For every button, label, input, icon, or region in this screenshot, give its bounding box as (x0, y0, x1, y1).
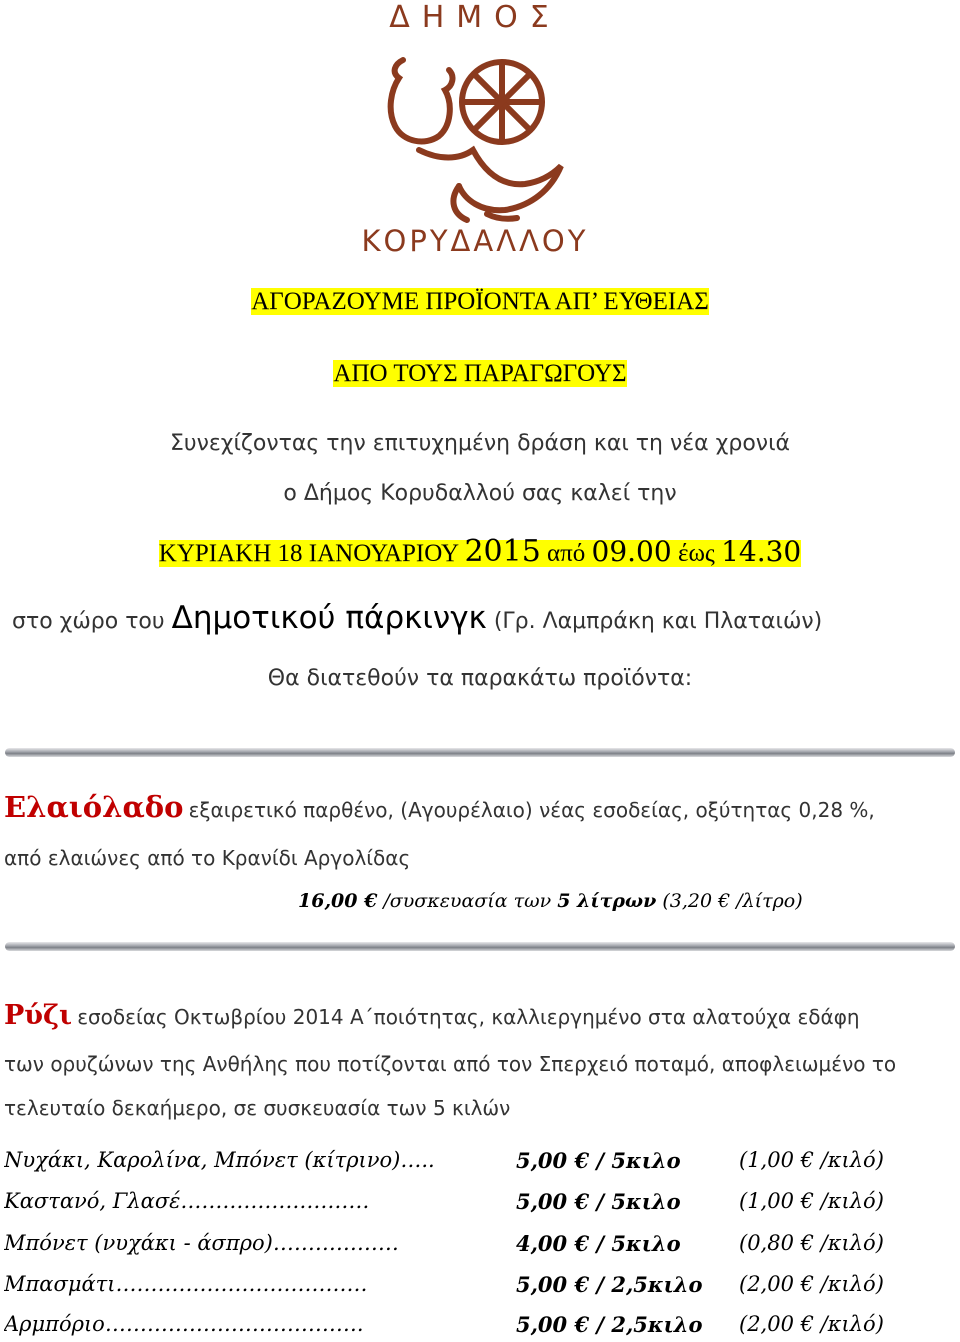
olive-oil-price: 16,00 € (298, 890, 378, 912)
heading-line-2-text: ΑΠΟ ΤΟΥΣ ΠΑΡΑΓΩΓΟΥΣ (333, 360, 627, 387)
price-row-price: 5,00 € / 5κιλο (516, 1148, 681, 1173)
price-row (4, 1148, 956, 1178)
products-intro: Θα διατεθούν τα παρακάτω προϊόντα: (267, 666, 693, 691)
price-row (4, 1189, 956, 1219)
event-location (12, 600, 822, 636)
price-row-name: Καστανό, Γλασέ……………………… (4, 1189, 370, 1213)
logo-top-text: ΔΗΜΟΣ (389, 0, 561, 35)
price-row-name: Μπασμάτι……………………………… (4, 1272, 368, 1296)
price-row-price: 5,00 € / 5κιλο (516, 1189, 681, 1214)
price-row-per-unit: (1,00 € /κιλό) (739, 1189, 884, 1213)
heading-line-1 (0, 288, 960, 316)
price-row-name: Νυχάκι, Καρολίνα, Μπόνετ (κίτρινο)….. (4, 1148, 435, 1172)
heading-line-2 (0, 360, 960, 388)
heading-line-1-text: ΑΓΟΡΑΖΟΥΜΕ ΠΡΟΪΟΝΤΑ ΑΠ’ ΕΥΘΕΙΑΣ (251, 288, 709, 315)
rice-desc-1: εσοδείας Οκτωβρίου 2014 Α΄ποιότητας, καλλιεργημένο στα αλατούχα εδάφη (77, 1005, 860, 1029)
price-row-name: Αρμπόριο………………………………. (4, 1312, 364, 1336)
olive-oil-desc-2: από ελαιώνες από το Κρανίδι Αργολίδας (4, 846, 411, 870)
olive-oil-package-size: 5 λίτρων (557, 890, 657, 912)
price-row (4, 1312, 956, 1342)
location-prefix: στο χώρο του (12, 609, 165, 634)
intro-line-1: Συνεχίζοντας την επιτυχημένη δράση και τη νέα χρονιά (169, 431, 791, 456)
olive-oil-title: Ελαιόλαδο (4, 790, 184, 824)
event-to-word: έως (677, 540, 715, 567)
price-row-per-unit: (2,00 € /κιλό) (739, 1272, 884, 1296)
price-row-price: 5,00 € / 2,5κιλο (516, 1272, 703, 1297)
rice-line-1 (4, 1000, 860, 1031)
event-start-time: 09.00 (591, 535, 672, 568)
price-row-per-unit: (0,80 € /κιλό) (739, 1231, 884, 1255)
price-row-per-unit: (1,00 € /κιλό) (739, 1148, 884, 1172)
rice-desc-2: των ορυζώνων της Ανθήλης που ποτίζονται από τον Σπερχειό ποταμό, αποφλειωμένο το (4, 1052, 897, 1076)
divider-bar (5, 748, 955, 757)
price-row-price: 4,00 € / 5κιλο (516, 1231, 681, 1256)
location-place: Δημοτικού πάρκινγκ (171, 600, 487, 636)
logo-bottom-text: ΚΟΡΥΔΑΛΛΟΥ (361, 224, 589, 258)
olive-oil-package-text: /συσκευασία των (383, 890, 552, 912)
event-year: 2015 (464, 534, 541, 569)
price-row-name: Μπόνετ (νυχάκι - άσπρο)……………… (4, 1231, 399, 1255)
location-suffix: (Γρ. Λαμπράκη και Πλαταιών) (493, 609, 823, 634)
olive-oil-per-unit: (3,20 € /λίτρο) (662, 890, 803, 912)
price-row (4, 1272, 956, 1302)
rice-title: Ρύζι (4, 1000, 73, 1031)
logo-emblem-icon (355, 0, 595, 258)
event-from-word: από (547, 540, 586, 567)
olive-oil-desc-1: εξαιρετικό παρθένο, (Αγουρέλαιο) νέας εσοδείας, οξύτητας 0,28 %, (188, 798, 875, 822)
olive-oil-line-1 (4, 790, 875, 824)
event-date-highlight (158, 534, 802, 569)
intro-line-2: ο Δήμος Κορυδαλλού σας καλεί την (283, 481, 677, 506)
divider-bar (5, 942, 955, 951)
price-row-per-unit: (2,00 € /κιλό) (739, 1312, 884, 1336)
rice-desc-3: τελευταίο δεκαήμερο, σε συσκευασία των 5 κιλών (4, 1096, 511, 1120)
price-row (4, 1231, 956, 1261)
event-day: ΚΥΡΙΑΚΗ 18 ΙΑΝΟΥΑΡΙΟΥ (158, 540, 459, 567)
price-row-price: 5,00 € / 2,5κιλο (516, 1312, 703, 1337)
municipality-logo (355, 0, 595, 258)
olive-oil-price-line (298, 890, 803, 912)
event-end-time: 14.30 (721, 535, 802, 568)
event-date-line (0, 534, 960, 569)
